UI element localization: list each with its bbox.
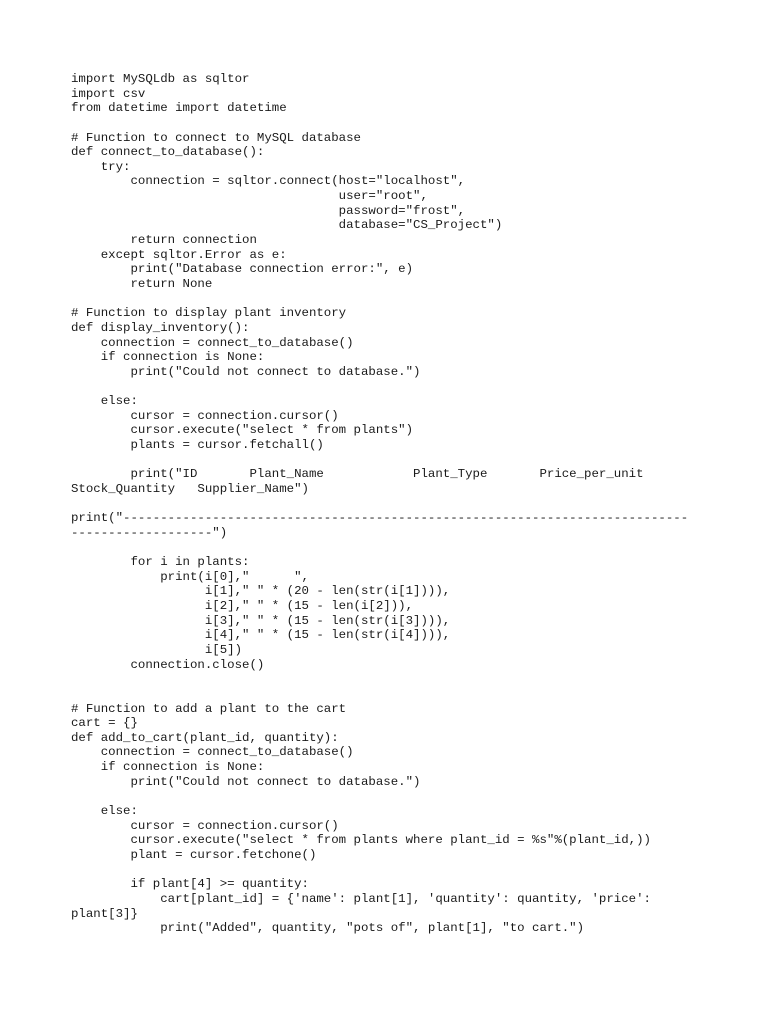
code-line: connection = connect_to_database() xyxy=(71,335,354,350)
code-line: i[3]," " * (15 - len(str(i[3]))), xyxy=(71,613,451,628)
code-line: cursor = connection.cursor() xyxy=(71,818,339,833)
code-line: print("Could not connect to database.") xyxy=(71,774,421,789)
code-line: print("Database connection error:", e) xyxy=(71,262,414,277)
code-line: print("Added", quantity, "pots of", plant[1], "to cart.") xyxy=(71,921,585,936)
code-line: i[4]," " * (15 - len(str(i[4]))), xyxy=(71,628,451,643)
code-line: cursor = connection.cursor() xyxy=(71,408,339,423)
code-line: -------------------") xyxy=(71,525,228,540)
code-line: try: xyxy=(71,159,131,174)
code-line: print("Could not connect to database.") xyxy=(71,364,421,379)
code-line: else: xyxy=(71,394,138,409)
code-line: except sqltor.Error as e: xyxy=(71,247,287,262)
code-line: connection.close() xyxy=(71,657,265,672)
code-line xyxy=(71,687,688,702)
code-line: user="root", xyxy=(71,189,428,204)
code-line: def add_to_cart(plant_id, quantity): xyxy=(71,730,339,745)
code-line: cursor.execute("select * from plants") xyxy=(71,423,414,438)
code-line xyxy=(71,863,688,878)
code-line: return None xyxy=(71,276,213,291)
code-listing xyxy=(71,72,688,936)
code-line: def connect_to_database(): xyxy=(71,145,265,160)
code-line: for i in plants: xyxy=(71,555,250,570)
code-line: database="CS_Project") xyxy=(71,218,503,233)
code-line: plant[3]} xyxy=(71,906,138,921)
code-line xyxy=(71,292,688,307)
code-line: # Function to add a plant to the cart xyxy=(71,701,347,716)
code-line: i[2]," " * (15 - len(i[2])), xyxy=(71,599,414,614)
code-line: i[5]) xyxy=(71,642,243,657)
code-line: plants = cursor.fetchall() xyxy=(71,438,324,453)
code-line: Stock_Quantity Supplier_Name") xyxy=(71,481,309,496)
code-line: connection = connect_to_database() xyxy=(71,745,354,760)
code-line: if connection is None: xyxy=(71,760,265,775)
code-line xyxy=(71,116,688,131)
code-line: print(i[0]," ", xyxy=(71,569,309,584)
code-line: else: xyxy=(71,804,138,819)
code-line xyxy=(71,541,688,556)
code-line: return connection xyxy=(71,233,257,248)
code-line: if connection is None: xyxy=(71,350,265,365)
code-line xyxy=(71,453,688,468)
code-line: password="frost", xyxy=(71,203,466,218)
code-line: connection = sqltor.connect(host="localhost", xyxy=(71,174,466,189)
code-line: print("ID Plant_Name Plant_Type Price_per_unit xyxy=(71,467,644,482)
code-line: i[1]," " * (20 - len(str(i[1]))), xyxy=(71,584,451,599)
code-line xyxy=(71,789,688,804)
code-line: import MySQLdb as sqltor xyxy=(71,72,250,86)
code-line: import csv xyxy=(71,86,146,101)
code-line xyxy=(71,497,688,512)
code-line: if plant[4] >= quantity: xyxy=(71,877,309,892)
code-line xyxy=(71,379,688,394)
code-line xyxy=(71,672,688,687)
code-line: # Function to connect to MySQL database xyxy=(71,130,361,145)
code-line: cart[plant_id] = {'name': plant[1], 'quantity': quantity, 'price': xyxy=(71,891,651,906)
code-line: plant = cursor.fetchone() xyxy=(71,847,317,862)
code-line: cursor.execute("select * from plants where plant_id = %s"%(plant_id,)) xyxy=(71,833,651,848)
code-line: # Function to display plant inventory xyxy=(71,306,347,321)
code-line: cart = {} xyxy=(71,716,138,731)
code-line: from datetime import datetime xyxy=(71,101,287,116)
code-line: print("---------------------------------------------------------------------------- xyxy=(71,511,689,526)
code-line: def display_inventory(): xyxy=(71,320,250,335)
